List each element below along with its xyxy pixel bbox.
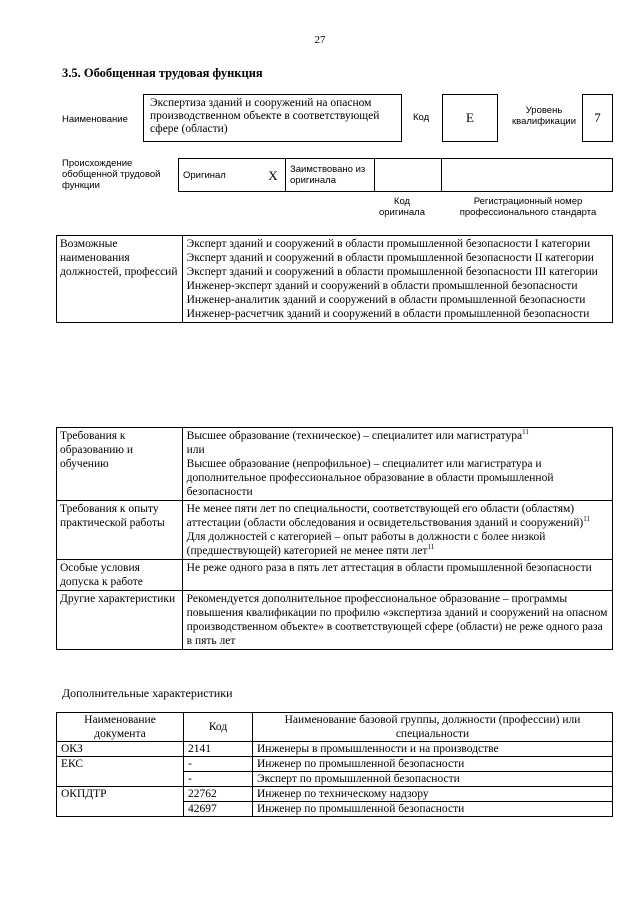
qualification-level-box xyxy=(582,94,613,142)
code-label: Код xyxy=(413,112,430,123)
section-title: 3.5. Обобщенная трудовая функция xyxy=(62,66,263,80)
name-cell: Инженер по промышленной безопасности xyxy=(253,802,613,817)
positions-list xyxy=(182,236,612,323)
col-code-header: Код xyxy=(184,713,253,742)
page-number: 27 xyxy=(314,34,326,46)
name-cell: Инженеры в промышленности и на производстве xyxy=(253,742,613,757)
education-line: Высшее образование (техническое) – специалитет или магистратура$^{11}$ xyxy=(186,428,529,442)
code-cell: 22762 xyxy=(184,787,253,802)
col-doc-header: Наименование документа xyxy=(57,713,184,742)
reg-number-cell xyxy=(442,159,613,192)
code-cell: 42697 xyxy=(184,802,253,817)
name-label: Наименование xyxy=(62,114,128,125)
origin-table xyxy=(178,158,613,192)
doc-cell: ЕКС xyxy=(57,757,184,787)
function-name-value: Экспертиза зданий и сооружений на опасном производственном объекте в соответствующей сфере (области) xyxy=(150,97,380,135)
table-row xyxy=(57,742,613,757)
other-characteristics-label: Другие характеристики xyxy=(57,591,183,650)
position-item: Эксперт зданий и сооружений в области промышленной безопасности II категории xyxy=(186,252,594,264)
extra-title: Дополнительные характеристики xyxy=(62,686,233,700)
code-original-caption: Код оригинала xyxy=(378,196,425,218)
code-cell: - xyxy=(184,757,253,772)
name-cell: Инженер по промышленной безопасности xyxy=(253,757,613,772)
code-box xyxy=(442,94,498,142)
code-value: E xyxy=(466,110,474,125)
education-line: Высшее образование (непрофильное) – специалитет или магистратура и дополнительное профессиональное образование в области промышленной безопасности xyxy=(186,458,554,498)
code-original-cell xyxy=(375,159,442,192)
education-line: или xyxy=(186,444,205,456)
education-value xyxy=(182,428,612,501)
reg-number-caption: Регистрационный номер профессионального стандарта xyxy=(459,196,597,218)
borrowed-label: Заимствовано из оригинала xyxy=(286,159,375,192)
code-cell: 2141 xyxy=(184,742,253,757)
experience-label: Требования к опыту практической работы xyxy=(57,501,183,560)
experience-line: Для должностей с категорией – опыт работы в должности с более низкой (предшествующей) категорией не менее пяти лет$^{11}$ xyxy=(186,531,546,557)
col-name-header: Наименование базовой группы, должности (профессии) или специальности xyxy=(253,713,613,742)
footnote-mark: 11 xyxy=(583,515,590,524)
special-conditions-value: Не реже одного раза в пять лет аттестация в области промышленной безопасности xyxy=(182,560,612,591)
position-item: Инженер-эксперт зданий и сооружений в области промышленной безопасности xyxy=(186,280,578,292)
extra-table xyxy=(56,712,613,817)
footnote-mark: 11 xyxy=(427,543,435,552)
experience-value xyxy=(182,501,612,560)
qualification-level-value: 7 xyxy=(594,110,601,125)
special-conditions-label: Особые условия допуска к работе xyxy=(57,560,183,591)
position-item: Эксперт зданий и сооружений в области промышленной безопасности III категории xyxy=(186,266,598,278)
doc-cell: ОКЗ xyxy=(57,742,184,757)
original-mark: X xyxy=(261,159,286,192)
code-cell: - xyxy=(184,772,253,787)
origin-label: Происхождение обобщенной трудовой функции xyxy=(62,158,161,191)
positions-label: Возможные наименования должностей, профессий xyxy=(57,236,183,323)
table-row xyxy=(57,787,613,802)
education-label: Требования к образованию и обучению xyxy=(57,428,183,501)
position-item: Инженер-аналитик зданий и сооружений в области промышленной безопасности xyxy=(186,294,586,306)
name-cell: Инженер по техническому надзору xyxy=(253,787,613,802)
function-name-box xyxy=(143,94,402,142)
doc-cell: ОКПДТР xyxy=(57,787,184,817)
qualification-level-label: Уровень квалификации xyxy=(511,105,577,127)
name-cell: Эксперт по промышленной безопасности xyxy=(253,772,613,787)
other-characteristics-value: Рекомендуется дополнительное профессиональное образование – программы повышения квалификации по профилю «экспертиза зданий и сооружений на опасном производственном объекте» в соответствующей сфере (области) не реже одного раза в пять лет xyxy=(182,591,612,650)
position-item: Инженер-расчетчик зданий и сооружений в области промышленной безопасности xyxy=(186,308,590,320)
positions-table xyxy=(56,235,613,323)
table-row xyxy=(57,757,613,772)
original-label: Оригинал xyxy=(179,159,262,192)
requirements-table xyxy=(56,427,613,650)
position-item: Эксперт зданий и сооружений в области промышленной безопасности I категории xyxy=(186,238,591,250)
footnote-mark: 11 xyxy=(522,428,529,437)
experience-line: Не менее пяти лет по специальности, соответствующей его области (областям) аттестации (области обследования и освидетельствования зданий и сооружений)$^{11}$ xyxy=(186,503,590,529)
